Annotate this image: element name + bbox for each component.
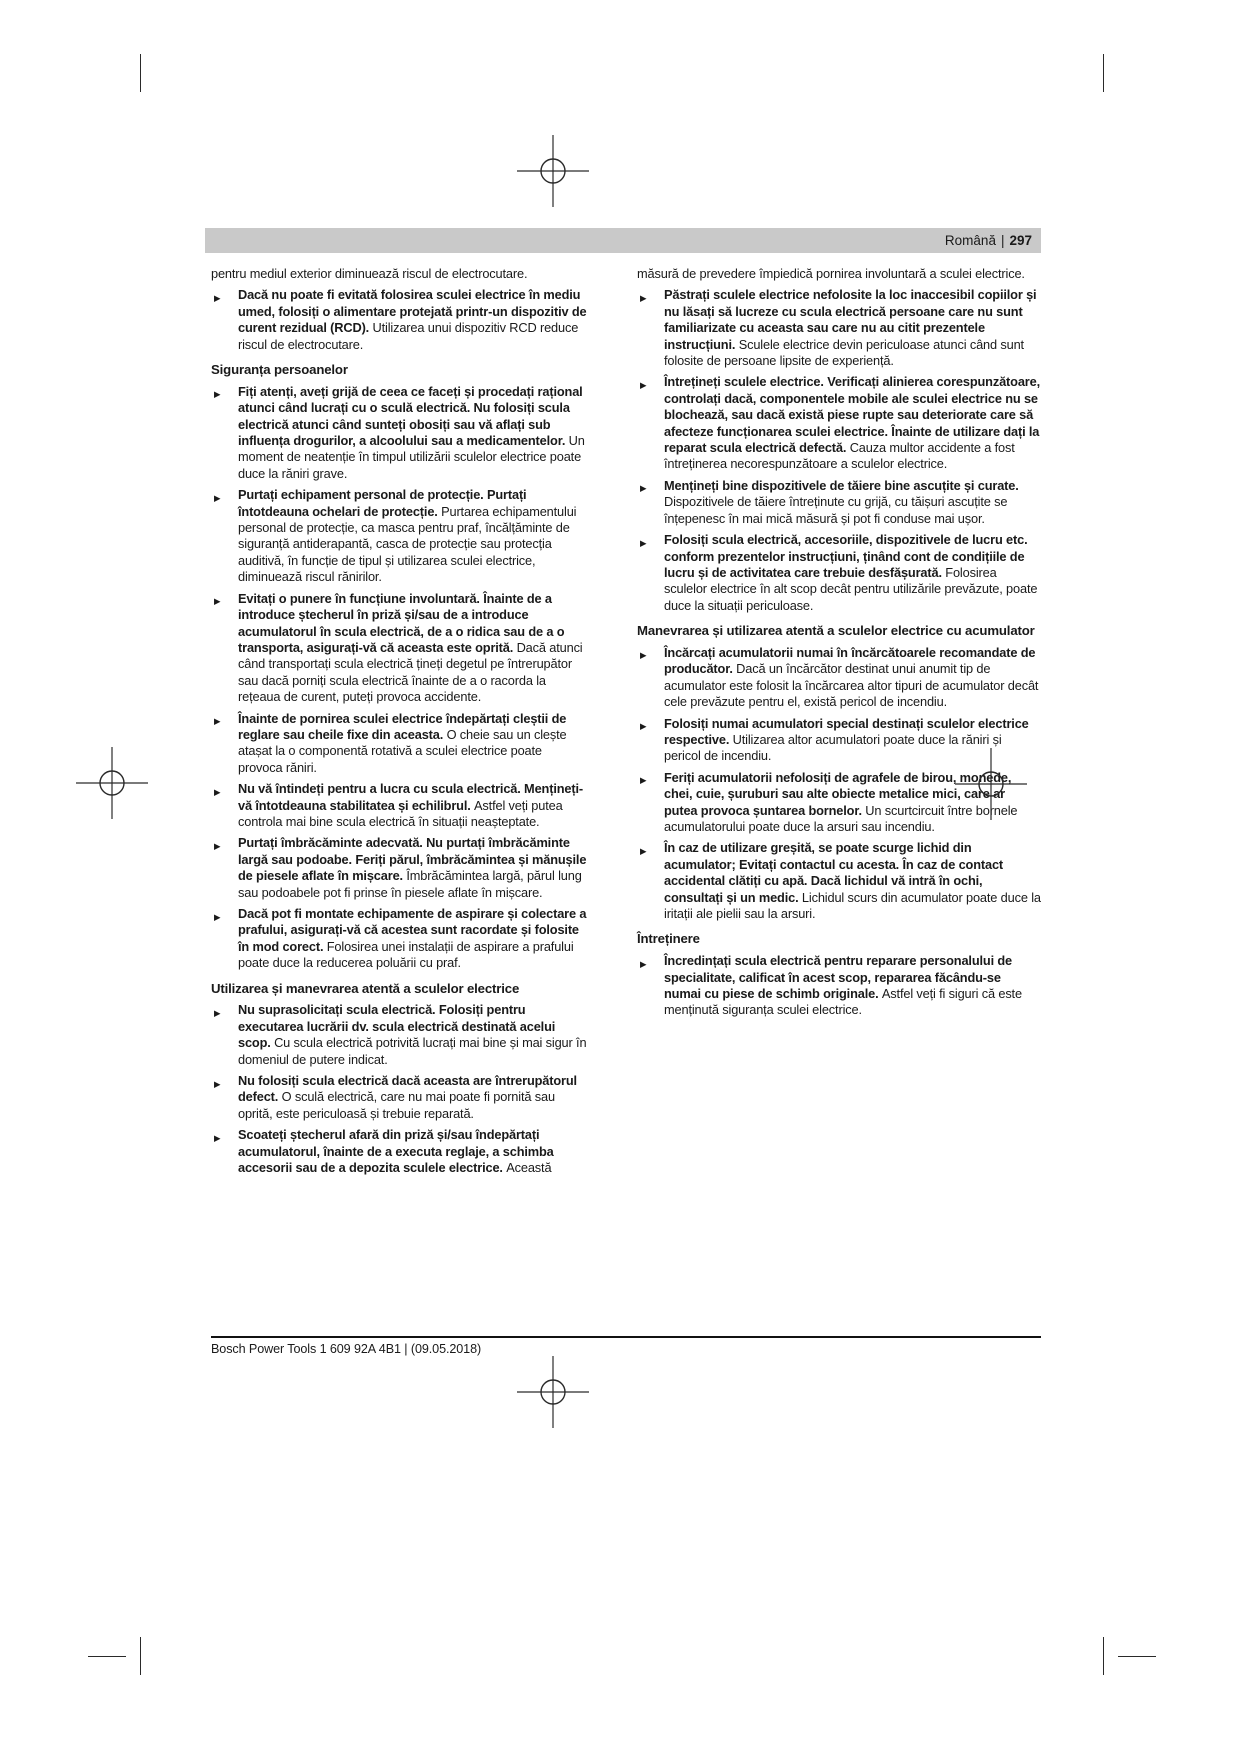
bullet-triangle-icon: ▶: [214, 596, 221, 607]
bullet-triangle-icon: ▶: [640, 292, 647, 303]
page-number: 297: [1009, 233, 1032, 248]
bullet-text: [664, 287, 1036, 368]
page-footer: [211, 1336, 1041, 1356]
registration-target-icon: [517, 1356, 589, 1428]
bullet-triangle-icon: ▶: [640, 650, 647, 661]
bullet-rest-text: Astfel veți fi siguri că este menținută siguranța sculei electrice.: [664, 986, 1022, 1018]
bullet-text: [664, 645, 1038, 709]
bullet-text: [664, 532, 1037, 613]
bullet-rest-text: Utilizarea unui dispozitiv RCD reduce riscul de electrocutare.: [238, 320, 579, 352]
safety-bullet-item: [211, 835, 587, 901]
crop-mark-icon: [88, 1656, 126, 1657]
bullet-rest-text: Cu scula electrică potrivită lucrați mai bine și mai sigur în domeniul de putere indicat.: [238, 1035, 587, 1067]
bullet-text: [238, 1127, 554, 1175]
safety-bullet-item: [637, 287, 1041, 369]
bullet-bold-text: Fiți atenți, aveți grijă de ceea ce faceți și procedați rațional atunci când lucrați cu o sculă electrică. Nu folosiți scula electrică atunci când sunteți obosiți sau vă aflați sub influența drogurilor, a alcoolului sau a medicamentelor.: [238, 383, 583, 449]
bullet-text: [238, 906, 586, 970]
safety-bullet-item: [637, 478, 1041, 527]
bullet-rest-text: Îmbrăcămintea largă, părul lung sau podoabele pot fi prinse în piesele aflate în mișcare.: [238, 868, 582, 900]
bullet-text: [238, 487, 576, 584]
bullet-rest-text: O sculă electrică, care nu mai poate fi pornită sau oprită, este periculoasă și trebuie reparată.: [238, 1089, 555, 1121]
bullet-triangle-icon: ▶: [640, 483, 647, 494]
bullet-triangle-icon: ▶: [214, 1132, 221, 1143]
bullet-triangle-icon: ▶: [214, 786, 221, 797]
bullet-rest-text: Astfel veți putea controla mai bine scula electrică în situații neașteptate.: [238, 797, 563, 829]
bullet-bold-text: Dacă pot fi montate echipamente de aspirare și colectare a prafului, asigurați-vă că acestea sunt racordate și folosite în mod corect.: [238, 906, 587, 954]
bullet-rest-text: Dacă un încărcător destinat unui anumit tip de acumulator este folosit la încărcarea altor tipuri de acumulator decât cele prevăzute pentru el, există pericol de incendiu.: [664, 661, 1039, 710]
bullet-rest-text: Un moment de neatenție în timpul utilizării sculelor electrice poate duce la răniri grave.: [238, 433, 585, 481]
bullet-bold-text: Încărcați acumulatorii numai în încărcătoarele recomandate de producător.: [664, 644, 1036, 677]
crop-mark-icon: [1118, 1656, 1156, 1657]
safety-bullet-item: [211, 287, 587, 353]
bullet-triangle-icon: ▶: [214, 716, 221, 727]
bullet-bold-text: Purtați îmbrăcăminte adecvată. Nu purtați îmbrăcăminte largă sau podoabe. Feriți părul, îmbrăcămintea și mănușile de piesele aflate în mișcare.: [238, 835, 587, 884]
bullet-triangle-icon: ▶: [214, 492, 221, 503]
bullet-text: [664, 478, 1019, 526]
left-column: [211, 266, 587, 1182]
bullet-bold-text: Înainte de pornirea sculei electrice îndepărtați cleștii de reglare sau cheile fixe din aceasta.: [238, 710, 567, 742]
bullet-text: [664, 374, 1040, 471]
bullet-text: [238, 384, 585, 481]
header-language-label: Română: [944, 233, 996, 248]
bullet-bold-text: Întrețineți sculele electrice. Verificați alinierea corespunzătoare, controlați dacă, componentele mobile ale sculei electrice nu se blochează, sau dacă există piese rupte sau deteriorate care să afecteze funcționarea sculei electrice. Înainte de utilizare dați la reparat scula electrică defectă.: [664, 374, 1041, 456]
bullet-triangle-icon: ▶: [214, 389, 221, 400]
section-heading: Utilizarea și manevrarea atentă a sculelor electrice: [211, 980, 520, 996]
bullet-text: [238, 591, 583, 704]
bullet-bold-text: Nu suprasolicitați scula electrică. Folosiți pentru executarea lucrării dv. scula electrică destinată acelui scop.: [238, 1002, 556, 1051]
section-heading: Siguranța persoanelor: [211, 362, 348, 378]
bullet-triangle-icon: ▶: [640, 721, 647, 732]
bullet-text: [238, 835, 586, 899]
bullet-bold-text: Folosiți scula electrică, accesoriile, dispozitivele de lucru etc. conform prezentelor instrucțiuni, ținând cont de condițiile de lucru și de activitatea care trebuie desfășurată.: [664, 532, 1028, 580]
bullet-triangle-icon: ▶: [214, 840, 221, 851]
safety-bullet-item: [637, 840, 1041, 922]
bullet-bold-text: Nu folosiți scula electrică dacă aceasta are întrerupătorul defect.: [238, 1073, 577, 1105]
bullet-triangle-icon: ▶: [214, 292, 221, 303]
bullet-text: [664, 953, 1022, 1017]
bullet-triangle-icon: ▶: [214, 1078, 221, 1089]
bullet-rest-text: Dispozitivele de tăiere întreținute cu grijă, cu tăișuri ascuțite se înțepenesc în mai mică măsură și pot fi conduse mai ușor.: [664, 494, 1008, 526]
safety-bullet-item: [211, 1073, 587, 1122]
bullet-text: [238, 711, 566, 775]
safety-bullet-item: [211, 591, 587, 706]
bullet-text: [238, 781, 583, 829]
bullet-bold-text: Feriți acumulatorii nefolosiți de agrafele de birou, monede, chei, cuie, șuruburi sau alte obiecte metalice mici, care ar putea provoca șuntarea bornelor.: [664, 769, 1012, 818]
bullet-triangle-icon: ▶: [640, 775, 647, 786]
bullet-bold-text: Folosiți numai acumulatori special destinați sculelor electrice respective.: [664, 715, 1029, 747]
bullet-bold-text: Nu vă întindeți pentru a lucra cu scula electrică. Mențineți-vă întotdeauna stabilitatea și echilibrul.: [238, 781, 583, 813]
bullet-rest-text: Cauza multor accidente a fost întreținerea necorespunzătoare a sculelor electrice.: [664, 440, 1015, 472]
bullet-bold-text: Scoateți ștecherul afară din priză și/sau îndepărtați acumulatorul, înainte de a executa reglaje, a schimba accesorii sau de a depozita sculele electrice.: [238, 1127, 554, 1176]
bullet-rest-text: O cheie sau un clește atașat la o componentă rotativă a sculei electrice poate provoca răniri.: [238, 726, 567, 775]
safety-bullet-item: [211, 1127, 587, 1176]
page-header-bar: [205, 228, 1041, 253]
bullet-rest-text: Lichidul scurs din acumulator poate duce la iritații ale pielii sau la arsuri.: [664, 889, 1041, 922]
crop-mark-icon: [1103, 54, 1104, 92]
bullet-bold-text: Purtați echipament personal de protecție. Purtați întotdeauna ochelari de protecție.: [238, 487, 527, 519]
section-heading: Manevrarea și utilizarea atentă a sculelor electrice cu acumulator: [637, 623, 1035, 639]
registration-target-icon: [955, 748, 1027, 820]
safety-bullet-item: [211, 781, 587, 830]
bullet-triangle-icon: ▶: [640, 958, 647, 969]
safety-bullet-item: [637, 953, 1041, 1019]
bullet-triangle-icon: ▶: [214, 911, 221, 922]
bullet-rest-text: Sculele electrice devin periculoase atunci când sunt folosite de persoane lipsite de experiență.: [664, 336, 1024, 369]
registration-target-icon: [517, 135, 589, 207]
crop-mark-icon: [1103, 1637, 1104, 1675]
paragraph: măsură de prevedere împiedică pornirea involuntară a sculei electrice.: [637, 266, 1025, 281]
safety-bullet-item: [211, 384, 587, 482]
crop-mark-icon: [140, 54, 141, 92]
right-column: [637, 266, 1041, 1182]
bullet-triangle-icon: ▶: [214, 1007, 221, 1018]
bullet-text: [664, 840, 1041, 921]
bullet-bold-text: Dacă nu poate fi evitată folosirea sculei electrice în mediu umed, folosiți o alimentare protejată printr-un dispozitiv de curent rezidual (RCD).: [238, 287, 587, 336]
bullet-text: [238, 287, 587, 351]
bullet-bold-text: Evitați o punere în funcțiune involuntară. Înainte de a introduce ștecherul în priză și/sau de a introduce acumulatorul în scula electrică, de a o ridica sau de a o transporta, asigurați-vă că aceasta este oprită.: [238, 590, 565, 655]
crop-mark-icon: [140, 1637, 141, 1675]
safety-bullet-item: [637, 374, 1041, 472]
bullet-rest-text: Un scurtcircuit între bornele acumulatorului poate duce la arsuri sau incendiu.: [664, 802, 1018, 834]
bullet-rest-text: Folosirea unei instalații de aspirare a prafului poate duce la reducerea poluării cu praf.: [238, 938, 574, 971]
safety-bullet-item: [637, 532, 1041, 614]
safety-bullet-item: [637, 645, 1041, 711]
section-heading: Întreținere: [637, 931, 700, 947]
bullet-rest-text: Purtarea echipamentului personal de protecție, ca masca pentru praf, încălțăminte de siguranță antiderapantă, casca de protecție sau protecția auditivă, în funcție de tipul și utilizarea sculei electrice, diminuează riscul rănirilor.: [238, 503, 577, 585]
safety-bullet-item: [211, 711, 587, 777]
footer-imprint-text: Bosch Power Tools 1 609 92A 4B1 | (09.05.2018): [211, 1342, 482, 1356]
safety-bullet-item: [211, 487, 587, 585]
bullet-rest-text: Dacă atunci când transportați scula electrică țineți degetul pe întrerupător sau dacă porniți scula electrică înainte de a o racorda la rețeaua de curent, puteți provoca accidente.: [238, 639, 583, 705]
bullet-rest-text: Folosirea sculelor electrice în alt scop decât pentru utilizările prevăzute, poate duce la situații periculoase.: [664, 564, 1038, 613]
bullet-bold-text: Încredințați scula electrică pentru reparare personalului de specialitate, calificat în acest scop, repararea făcându-se numai cu piese de schimb originale.: [664, 953, 1013, 1002]
header-separator: |: [1000, 233, 1005, 248]
bullet-rest-text: Utilizarea altor acumulatori poate duce la răniri și pericol de incendiu.: [664, 731, 1002, 764]
safety-bullet-item: [211, 1002, 587, 1068]
bullet-triangle-icon: ▶: [640, 845, 647, 856]
registration-target-icon: [76, 747, 148, 819]
manual-content: [211, 266, 1041, 1182]
safety-bullet-item: [211, 906, 587, 972]
paragraph: pentru mediul exterior diminuează riscul de electrocutare.: [211, 266, 528, 281]
bullet-rest-text: Această: [506, 1160, 552, 1176]
bullet-bold-text: Păstrați sculele electrice nefolosite la loc inaccesibil copiilor și nu lăsați să lucreze cu scula electrică persoane care nu sunt familiarizate cu aceasta sau care nu au citit prezentele instrucțiuni.: [664, 287, 1037, 352]
bullet-text: [238, 1073, 577, 1121]
bullet-bold-text: În caz de utilizare greșită, se poate scurge lichid din acumulator; Evitați contactul cu acesta. În caz de contact accidental clătiți cu apă. Dacă lichidul vă intră în ochi, consultați și un medic.: [664, 840, 1004, 905]
bullet-bold-text: Mențineți bine dispozitivele de tăiere bine ascuțite și curate.: [664, 477, 1019, 493]
bullet-triangle-icon: ▶: [640, 537, 647, 548]
bullet-text: [238, 1002, 586, 1066]
bullet-triangle-icon: ▶: [640, 379, 647, 390]
